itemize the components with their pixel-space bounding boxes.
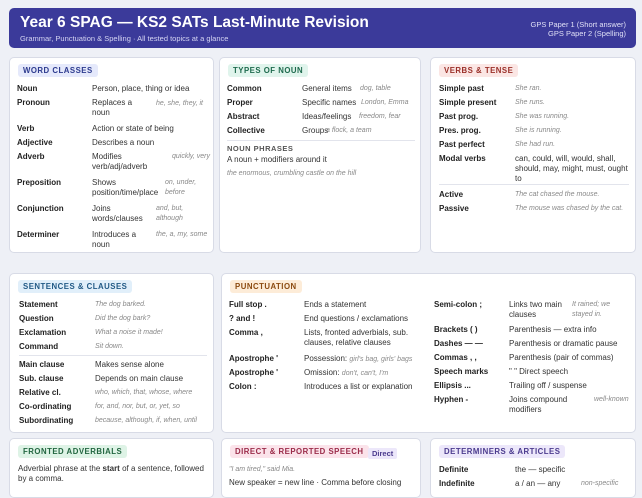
tense-example: She runs. [515,99,545,106]
text-bold: start [102,464,120,473]
term: Pronoun [17,98,50,107]
determiner-term: Indefinite [439,479,475,488]
text-part: Adverbial phrase at the [18,464,103,473]
term: Noun [17,84,38,93]
example: quickly, very [172,153,210,160]
example: dog, table [360,85,391,92]
definition: Joins words/clauses [92,204,143,223]
paper-2-label: GPS Paper 2 (Spelling) [548,29,626,38]
punctuation-definition [304,354,412,365]
determiner-definition: the — specific [515,465,566,474]
punctuation-definition: Parenthesis or dramatic pause [509,339,618,348]
voice-term: Passive [439,204,469,213]
sentence-type-term: Question [19,314,54,323]
example: a flock, a team [326,127,372,134]
punctuation-definition: Parenthesis (pair of commas) [509,353,614,362]
verbs-tense-card [430,57,636,253]
punctuation-badge: PUNCTUATION [230,280,302,293]
joiner-term: Co-ordinating [19,402,72,411]
voice-term: Active [439,190,464,199]
punctuation-definition: Trailing off / suspense [509,381,587,390]
text-part: of a sentence, followed by a comma. [18,464,204,483]
punctuation-example: well-known [594,396,629,403]
voice-example: The mouse was chased by the cat. [515,205,624,212]
punctuation-term: Speech marks [434,367,489,376]
determiner-example: non-specific [581,480,619,487]
types-of-noun-badge: TYPES OF NOUN [228,64,308,77]
definition: Specific names [302,98,357,107]
speech-card [221,438,421,498]
punctuation-term: Hyphen - [434,395,469,404]
sentences-clauses-card [9,273,214,433]
divider [439,184,629,185]
page-header [9,8,636,48]
types-of-noun-card [219,57,421,253]
punctuation-term: Apostrophe ' [229,368,279,377]
definition: Groups [302,126,329,135]
joiner-term: Subordinating [19,416,74,425]
punctuation-term: Full stop . [229,300,267,309]
term: Verb [17,124,35,133]
definition: Modifies verb/adj/adverb [92,152,148,171]
noun-phrases-definition: A noun + modifiers around it [227,155,327,164]
sentence-type-example: The dog barked. [95,301,146,308]
determiners-card [430,438,636,498]
tense-term: Simple present [439,98,497,107]
noun-phrases-example: the enormous, crumbling castle on the hill [227,170,357,177]
punctuation-term: Dashes — — [434,339,483,348]
punctuation-definition-text: Possession: [304,354,348,363]
punctuation-definition: Joins compound modifiers [509,395,568,414]
punctuation-definition [304,368,388,379]
punctuation-definition: " " Direct speech [509,367,569,376]
word-classes-badge: WORD CLASSES [18,64,98,77]
punctuation-term: Brackets ( ) [434,325,478,334]
punctuation-term: Semi-colon ; [434,300,483,309]
paper-list [531,20,626,38]
term: Conjunction [17,204,64,213]
punctuation-term: Commas , , [434,353,477,362]
joiner-example: for, and, nor, but, or, yet, so [95,403,180,410]
example: he, she, they, it [156,100,203,107]
sentences-clauses-badge: SENTENCES & CLAUSES [18,280,132,293]
word-classes-card [9,57,214,253]
tense-example: She had run. [515,141,556,148]
divider [227,140,415,141]
punctuation-definition: Introduces a list or explanation [304,382,413,391]
definition: Shows position/time/place [92,178,159,197]
divider [19,355,207,356]
tense-example: She is running. [515,127,562,134]
determiner-definition: a / an — any [515,479,561,488]
modal-verbs-list: can, could, will, would, shall, should, may, might, must, ought to [515,154,628,183]
punctuation-example: It rained; we stayed in. [572,301,611,318]
punctuation-definition-text: Omission: [304,368,340,377]
term: Collective [227,126,265,135]
punctuation-term: Apostrophe ' [229,354,279,363]
tense-term: Pres. prog. [439,126,481,135]
fronted-adverbials-card [9,438,214,498]
punctuation-definition: Parenthesis — extra info [509,325,597,334]
sentence-type-example: What a noise it made! [95,329,163,336]
definition: Action or state of being [92,124,174,133]
punctuation-term: Comma , [229,328,263,337]
speech-badge: DIRECT & REPORTED SPEECH [230,445,369,458]
fronted-adverbials-badge: FRONTED ADVERBIALS [18,445,127,458]
verbs-tense-badge: VERBS & TENSE [439,64,518,77]
clause-definition: Makes sense alone [95,360,164,369]
term: Adverb [17,152,45,161]
example: freedom, fear [359,113,401,120]
clause-term: Main clause [19,360,65,369]
modal-verbs-term: Modal verbs [439,154,486,163]
definition: Ideas/feelings [302,112,352,121]
example: and, but, although [156,205,184,222]
definition: General items [302,84,352,93]
sentence-type-term: Statement [19,300,58,309]
definition: Person, place, thing or idea [92,84,190,93]
definition: Replaces a noun [92,98,133,117]
definition: Describes a noun [92,138,155,147]
tense-term: Past prog. [439,112,479,121]
page-title: Year 6 SPAG — KS2 SATs Last-Minute Revision [20,14,369,31]
tense-term: Past perfect [439,140,485,149]
punctuation-example: don't, can't, I'm [341,370,389,377]
term: Common [227,84,262,93]
definition: Introduces a noun [92,230,137,249]
page-subtitle: Grammar, Punctuation & Spelling · All tested topics at a glance [20,34,229,43]
determiner-term: Definite [439,465,469,474]
example: London, Emma [361,99,409,106]
term: Adjective [17,138,53,147]
fronted-adverbials-text [18,464,208,484]
paper-1-label: GPS Paper 1 (Short answer) [530,20,626,29]
term: Proper [227,98,253,107]
punctuation-example: girl's bag, girls' bags [349,356,413,363]
punctuation-term: ? and ! [229,314,256,323]
clause-definition: Depends on main clause [95,374,184,383]
noun-phrases-heading: NOUN PHRASES [227,144,294,153]
example: on, under, before [165,179,197,196]
sentence-type-term: Command [19,342,59,351]
sentence-type-example: Did the dog bark? [95,315,151,322]
determiners-badge: DETERMINERS & ARTICLES [439,445,565,458]
punctuation-definition: Ends a statement [304,300,367,309]
joiner-term: Relative cl. [19,388,61,397]
sentence-type-example: Sit down. [95,343,124,350]
term: Determiner [17,230,60,239]
direct-tag: Direct [368,448,397,459]
clause-term: Sub. clause [19,374,64,383]
punctuation-definition: End questions / exclamations [304,314,409,323]
speech-example: "I am tired," said Mia. [229,466,296,473]
tense-example: She was running. [515,113,570,120]
punctuation-term: Ellipsis ... [434,381,471,390]
speech-rule: New speaker = new line · Comma before closing [229,478,402,487]
sentence-type-term: Exclamation [19,328,67,337]
joiner-example: who, which, that, whose, where [95,389,193,396]
punctuation-term: Colon : [229,382,257,391]
example: the, a, my, some [156,231,208,238]
joiner-example: because, although, if, when, until [95,417,197,424]
tense-term: Simple past [439,84,484,93]
punctuation-definition: Links two main clauses [509,300,562,319]
term: Abstract [227,112,260,121]
punctuation-definition: Lists, fronted adverbials, sub. clauses, relative clauses [304,328,409,347]
term: Preposition [17,178,62,187]
punctuation-card [221,273,636,433]
voice-example: The cat chased the mouse. [515,191,600,198]
tense-example: She ran. [515,85,542,92]
